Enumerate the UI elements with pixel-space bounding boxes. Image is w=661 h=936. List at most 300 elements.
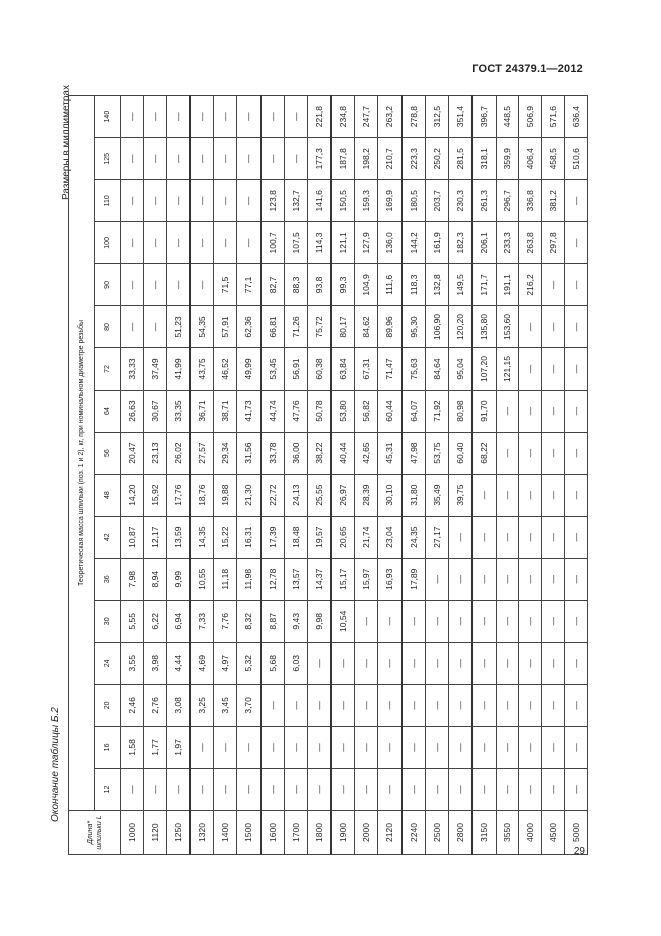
- mass-cell: 1,77: [143, 726, 166, 768]
- table-row: [355, 96, 378, 855]
- mass-cell: 15,92: [143, 474, 166, 516]
- mass-cell: —: [542, 684, 565, 726]
- table-row: [307, 96, 331, 855]
- mass-cell: —: [402, 726, 426, 768]
- mass-cell: 169,9: [378, 180, 402, 222]
- mass-cell: —: [378, 684, 402, 726]
- mass-cell: —: [121, 264, 144, 306]
- mass-cell: 107,5: [284, 222, 307, 264]
- mass-cell: 47,98: [402, 432, 426, 474]
- mass-cell: 53,80: [331, 390, 355, 432]
- mass-cell: —: [121, 96, 144, 138]
- mass-cell: 46,52: [214, 348, 237, 390]
- length-cell: 1600: [261, 811, 285, 855]
- mass-cell: 60,40: [448, 432, 472, 474]
- mass-cell: —: [331, 642, 355, 684]
- mass-cell: 21,74: [355, 516, 378, 558]
- mass-cell: 136,0: [378, 222, 402, 264]
- mass-cell: —: [261, 684, 285, 726]
- mass-cell: 93,8: [307, 264, 331, 306]
- page-number: 29: [573, 846, 585, 857]
- mass-cell: 1,97: [166, 726, 190, 768]
- mass-cell: 3,25: [190, 684, 214, 726]
- mass-cell: —: [542, 264, 565, 306]
- mass-cell: 36,71: [190, 390, 214, 432]
- mass-cell: 19,57: [307, 516, 331, 558]
- mass-cell: —: [565, 726, 588, 768]
- mass-cell: —: [402, 684, 426, 726]
- mass-cell: —: [542, 432, 565, 474]
- mass-cell: —: [121, 306, 144, 348]
- mass-cell: —: [166, 222, 190, 264]
- mass-cell: 23,13: [143, 432, 166, 474]
- mass-cell: 53,45: [261, 348, 285, 390]
- mass-cell: —: [519, 348, 542, 390]
- diameter-header: 90: [95, 264, 121, 306]
- diameter-header: 12: [95, 768, 121, 810]
- mass-cell: 19,88: [214, 474, 237, 516]
- mass-cell: —: [214, 768, 237, 810]
- mass-cell: —: [121, 138, 144, 180]
- mass-cell: 68,22: [472, 432, 496, 474]
- diameter-header: 80: [95, 306, 121, 348]
- mass-cell: 141,6: [307, 180, 331, 222]
- mass-cell: 263,8: [519, 222, 542, 264]
- mass-cell: 89,96: [378, 306, 402, 348]
- table-row: [542, 96, 565, 855]
- mass-cell: —: [355, 768, 378, 810]
- mass-cell: 458,5: [542, 138, 565, 180]
- standard-code: ГОСТ 24379.1—2012: [472, 63, 583, 75]
- length-cell: 1400: [214, 811, 237, 855]
- mass-cell: 263,2: [378, 96, 402, 138]
- mass-cell: 26,63: [121, 390, 144, 432]
- mass-cell: 4,44: [166, 642, 190, 684]
- mass-cell: 247,7: [355, 96, 378, 138]
- mass-cell: 49,99: [237, 348, 261, 390]
- mass-cell: —: [190, 96, 214, 138]
- mass-cell: 4,97: [214, 642, 237, 684]
- mass-cell: —: [565, 516, 588, 558]
- mass-cell: —: [542, 348, 565, 390]
- mass-cell: 250,2: [426, 138, 449, 180]
- mass-cell: 9,43: [284, 600, 307, 642]
- mass-cell: 182,3: [448, 222, 472, 264]
- mass-cell: 45,31: [378, 432, 402, 474]
- mass-cell: 33,35: [166, 390, 190, 432]
- mass-cell: 636,4: [565, 96, 588, 138]
- mass-cell: —: [472, 474, 496, 516]
- mass-cell: 50,78: [307, 390, 331, 432]
- mass-cell: 95,04: [448, 348, 472, 390]
- mass-cell: 4,69: [190, 642, 214, 684]
- mass-cell: 9,99: [166, 558, 190, 600]
- mass-cell: 210,7: [378, 138, 402, 180]
- mass-cell: —: [237, 138, 261, 180]
- mass-cell: —: [166, 138, 190, 180]
- mass-cell: —: [496, 558, 519, 600]
- mass-cell: 40,44: [331, 432, 355, 474]
- mass-cell: —: [214, 222, 237, 264]
- mass-table-container: [68, 95, 588, 855]
- mass-cell: 149,5: [448, 264, 472, 306]
- length-cell: 2500: [426, 811, 449, 855]
- mass-cell: —: [331, 684, 355, 726]
- mass-cell: —: [378, 642, 402, 684]
- mass-cell: 17,39: [261, 516, 285, 558]
- mass-cell: 187,8: [331, 138, 355, 180]
- mass-cell: —: [472, 768, 496, 810]
- table-row: [190, 96, 214, 855]
- mass-cell: 12,17: [143, 516, 166, 558]
- mass-cell: —: [331, 726, 355, 768]
- mass-cell: —: [565, 390, 588, 432]
- mass-cell: 114,3: [307, 222, 331, 264]
- mass-cell: —: [378, 726, 402, 768]
- mass-cell: —: [378, 768, 402, 810]
- mass-cell: 132,8: [426, 264, 449, 306]
- mass-cell: 297,8: [542, 222, 565, 264]
- length-cell: 4000: [519, 811, 542, 855]
- mass-cell: 203,7: [426, 180, 449, 222]
- mass-cell: 1,58: [121, 726, 144, 768]
- mass-cell: 7,76: [214, 600, 237, 642]
- length-cell: 1900: [331, 811, 355, 855]
- table-row: [378, 96, 402, 855]
- mass-cell: 230,3: [448, 180, 472, 222]
- mass-cell: —: [284, 684, 307, 726]
- mass-cell: 71,47: [378, 348, 402, 390]
- length-cell: 5000: [565, 811, 588, 855]
- mass-cell: —: [448, 642, 472, 684]
- mass-cell: 261,3: [472, 180, 496, 222]
- mass-cell: —: [331, 768, 355, 810]
- mass-cell: 66,81: [261, 306, 285, 348]
- diameter-header: 110: [95, 180, 121, 222]
- table-row: [402, 96, 426, 855]
- mass-cell: 15,97: [355, 558, 378, 600]
- mass-cell: —: [519, 600, 542, 642]
- mass-cell: 54,35: [190, 306, 214, 348]
- mass-cell: 44,74: [261, 390, 285, 432]
- mass-cell: 191,1: [496, 264, 519, 306]
- length-cell: 1250: [166, 811, 190, 855]
- mass-cell: —: [284, 96, 307, 138]
- mass-cell: —: [519, 558, 542, 600]
- mass-cell: —: [519, 390, 542, 432]
- length-cell: 2240: [402, 811, 426, 855]
- mass-cell: 63,84: [331, 348, 355, 390]
- length-cell: 1320: [190, 811, 214, 855]
- mass-cell: 13,57: [284, 558, 307, 600]
- mass-cell: —: [542, 642, 565, 684]
- mass-cell: —: [519, 306, 542, 348]
- mass-cell: 29,34: [214, 432, 237, 474]
- mass-cell: 47,76: [284, 390, 307, 432]
- mass-cell: 41,99: [166, 348, 190, 390]
- mass-cell: —: [565, 768, 588, 810]
- mass-cell: —: [448, 558, 472, 600]
- mass-cell: 448,5: [496, 96, 519, 138]
- mass-cell: 510,6: [565, 138, 588, 180]
- mass-cell: 80,98: [448, 390, 472, 432]
- mass-cell: —: [448, 684, 472, 726]
- mass-cell: —: [261, 726, 285, 768]
- table-row: [121, 96, 144, 855]
- mass-cell: 171,7: [472, 264, 496, 306]
- table-row: [448, 96, 472, 855]
- mass-cell: 75,72: [307, 306, 331, 348]
- mass-cell: —: [448, 516, 472, 558]
- mass-cell: 67,31: [355, 348, 378, 390]
- mass-cell: 8,87: [261, 600, 285, 642]
- mass-cell: —: [519, 474, 542, 516]
- table-row: [284, 96, 307, 855]
- mass-cell: 31,80: [402, 474, 426, 516]
- mass-cell: 31,56: [237, 432, 261, 474]
- mass-cell: 15,17: [331, 558, 355, 600]
- diameter-header: 125: [95, 138, 121, 180]
- mass-cell: —: [496, 390, 519, 432]
- mass-cell: 3,55: [121, 642, 144, 684]
- mass-cell: 234,8: [331, 96, 355, 138]
- mass-cell: 26,97: [331, 474, 355, 516]
- mass-cell: —: [121, 768, 144, 810]
- mass-cell: 60,38: [307, 348, 331, 390]
- table-row: [519, 96, 542, 855]
- mass-cell: —: [284, 768, 307, 810]
- mass-cell: 64,07: [402, 390, 426, 432]
- mass-cell: 221,8: [307, 96, 331, 138]
- mass-cell: 39,75: [448, 474, 472, 516]
- mass-cell: 8,32: [237, 600, 261, 642]
- mass-cell: —: [307, 768, 331, 810]
- mass-cell: 17,89: [402, 558, 426, 600]
- mass-cell: —: [565, 306, 588, 348]
- mass-cell: 3,70: [237, 684, 261, 726]
- mass-cell: 51,23: [166, 306, 190, 348]
- mass-cell: 33,33: [121, 348, 144, 390]
- mass-cell: —: [307, 726, 331, 768]
- mass-cell: 56,82: [355, 390, 378, 432]
- mass-cell: 24,35: [402, 516, 426, 558]
- mass-cell: 71,5: [214, 264, 237, 306]
- table-row: [331, 96, 355, 855]
- mass-cell: 27,17: [426, 516, 449, 558]
- mass-cell: —: [565, 432, 588, 474]
- mass-cell: 120,20: [448, 306, 472, 348]
- mass-cell: 104,9: [355, 264, 378, 306]
- mass-cell: 41,73: [237, 390, 261, 432]
- mass-cell: 71,26: [284, 306, 307, 348]
- table-row: [237, 96, 261, 855]
- diameter-header: 36: [95, 558, 121, 600]
- mass-cell: 21,30: [237, 474, 261, 516]
- mass-cell: —: [143, 768, 166, 810]
- mass-cell: —: [496, 642, 519, 684]
- mass-cell: —: [565, 180, 588, 222]
- mass-cell: —: [402, 768, 426, 810]
- mass-cell: —: [565, 558, 588, 600]
- mass-cell: —: [402, 600, 426, 642]
- mass-cell: —: [426, 768, 449, 810]
- table-header-row-1: [69, 96, 95, 855]
- mass-cell: —: [190, 138, 214, 180]
- mass-cell: —: [565, 474, 588, 516]
- mass-cell: 144,2: [402, 222, 426, 264]
- mass-cell: 20,47: [121, 432, 144, 474]
- mass-cell: —: [307, 642, 331, 684]
- diameter-header: 24: [95, 642, 121, 684]
- diameter-header: 30: [95, 600, 121, 642]
- mass-cell: 10,55: [190, 558, 214, 600]
- diameter-header: 48: [95, 474, 121, 516]
- mass-cell: 9,98: [307, 600, 331, 642]
- diameter-header: 20: [95, 684, 121, 726]
- length-cell: 2800: [448, 811, 472, 855]
- mass-cell: —: [565, 264, 588, 306]
- mass-cell: —: [448, 726, 472, 768]
- table-body: [121, 96, 588, 855]
- mass-cell: 7,98: [121, 558, 144, 600]
- mass-cell: 28,39: [355, 474, 378, 516]
- mass-cell: 20,65: [331, 516, 355, 558]
- mass-cell: 82,7: [261, 264, 285, 306]
- mass-cell: —: [214, 726, 237, 768]
- mass-cell: —: [307, 684, 331, 726]
- diameter-header: 64: [95, 390, 121, 432]
- mass-cell: —: [190, 222, 214, 264]
- mass-cell: 233,3: [496, 222, 519, 264]
- table-row: [426, 96, 449, 855]
- length-cell: 2120: [378, 811, 402, 855]
- mass-cell: 25,55: [307, 474, 331, 516]
- mass-cell: —: [472, 558, 496, 600]
- mass-cell: —: [143, 180, 166, 222]
- mass-cell: —: [496, 726, 519, 768]
- mass-cell: 5,55: [121, 600, 144, 642]
- mass-cell: —: [542, 306, 565, 348]
- mass-cell: 6,22: [143, 600, 166, 642]
- mass-cell: 396,7: [472, 96, 496, 138]
- mass-cell: 3,45: [214, 684, 237, 726]
- mass-cell: —: [472, 600, 496, 642]
- mass-cell: 312,5: [426, 96, 449, 138]
- diameter-header: 56: [95, 432, 121, 474]
- mass-cell: —: [519, 726, 542, 768]
- mass-cell: 11,98: [237, 558, 261, 600]
- length-cell: 4500: [542, 811, 565, 855]
- group-header: Теоретическая масса шпильки (поз. 1 и 2), кг, при номинальном диаметре резьбы: [69, 96, 95, 811]
- mass-cell: 30,67: [143, 390, 166, 432]
- mass-cell: 3,98: [143, 642, 166, 684]
- mass-cell: 24,13: [284, 474, 307, 516]
- table-row: [143, 96, 166, 855]
- mass-cell: —: [542, 726, 565, 768]
- mass-cell: —: [143, 96, 166, 138]
- mass-cell: —: [542, 558, 565, 600]
- mass-cell: 16,93: [378, 558, 402, 600]
- mass-cell: —: [237, 180, 261, 222]
- mass-cell: —: [190, 726, 214, 768]
- mass-cell: —: [190, 768, 214, 810]
- mass-cell: —: [143, 306, 166, 348]
- diameter-header: 140: [95, 96, 121, 138]
- mass-cell: 159,3: [355, 180, 378, 222]
- mass-cell: 26,02: [166, 432, 190, 474]
- mass-cell: 43,75: [190, 348, 214, 390]
- mass-cell: 5,32: [237, 642, 261, 684]
- mass-cell: 11,18: [214, 558, 237, 600]
- length-cell: 1000: [121, 811, 144, 855]
- mass-cell: —: [472, 726, 496, 768]
- mass-cell: —: [261, 768, 285, 810]
- mass-cell: 336,8: [519, 180, 542, 222]
- mass-cell: 281,5: [448, 138, 472, 180]
- mass-cell: —: [519, 516, 542, 558]
- mass-cell: —: [214, 138, 237, 180]
- mass-cell: 3,08: [166, 684, 190, 726]
- diameter-header: 16: [95, 726, 121, 768]
- mass-cell: —: [472, 516, 496, 558]
- table-row: [565, 96, 588, 855]
- mass-cell: 198,2: [355, 138, 378, 180]
- mass-cell: 37,49: [143, 348, 166, 390]
- mass-cell: 5,68: [261, 642, 285, 684]
- mass-cell: 42,65: [355, 432, 378, 474]
- mass-cell: 121,15: [496, 348, 519, 390]
- mass-cell: 12,78: [261, 558, 285, 600]
- mass-cell: 351,4: [448, 96, 472, 138]
- mass-cell: 18,48: [284, 516, 307, 558]
- mass-cell: 296,7: [496, 180, 519, 222]
- mass-cell: —: [166, 264, 190, 306]
- mass-cell: 91,70: [472, 390, 496, 432]
- mass-cell: —: [426, 726, 449, 768]
- mass-cell: —: [378, 600, 402, 642]
- mass-cell: —: [355, 642, 378, 684]
- length-cell: 1500: [237, 811, 261, 855]
- table-row: [472, 96, 496, 855]
- mass-cell: 6,94: [166, 600, 190, 642]
- mass-cell: 132,7: [284, 180, 307, 222]
- mass-cell: 100,7: [261, 222, 285, 264]
- mass-cell: —: [355, 600, 378, 642]
- mass-cell: —: [542, 600, 565, 642]
- mass-cell: —: [565, 348, 588, 390]
- mass-cell: 506,9: [519, 96, 542, 138]
- mass-cell: 6,03: [284, 642, 307, 684]
- mass-cell: —: [190, 264, 214, 306]
- mass-cell: —: [472, 684, 496, 726]
- mass-cell: —: [143, 222, 166, 264]
- mass-cell: —: [284, 138, 307, 180]
- mass-cell: 33,78: [261, 432, 285, 474]
- mass-cell: 77,1: [237, 264, 261, 306]
- mass-cell: 56,91: [284, 348, 307, 390]
- mass-table: [68, 95, 588, 855]
- mass-cell: 8,94: [143, 558, 166, 600]
- length-cell: 3550: [496, 811, 519, 855]
- mass-cell: —: [565, 684, 588, 726]
- mass-cell: —: [355, 684, 378, 726]
- mass-cell: —: [190, 180, 214, 222]
- mass-cell: 53,75: [426, 432, 449, 474]
- mass-cell: 123,8: [261, 180, 285, 222]
- mass-cell: 406,4: [519, 138, 542, 180]
- mass-cell: 153,60: [496, 306, 519, 348]
- mass-cell: —: [519, 432, 542, 474]
